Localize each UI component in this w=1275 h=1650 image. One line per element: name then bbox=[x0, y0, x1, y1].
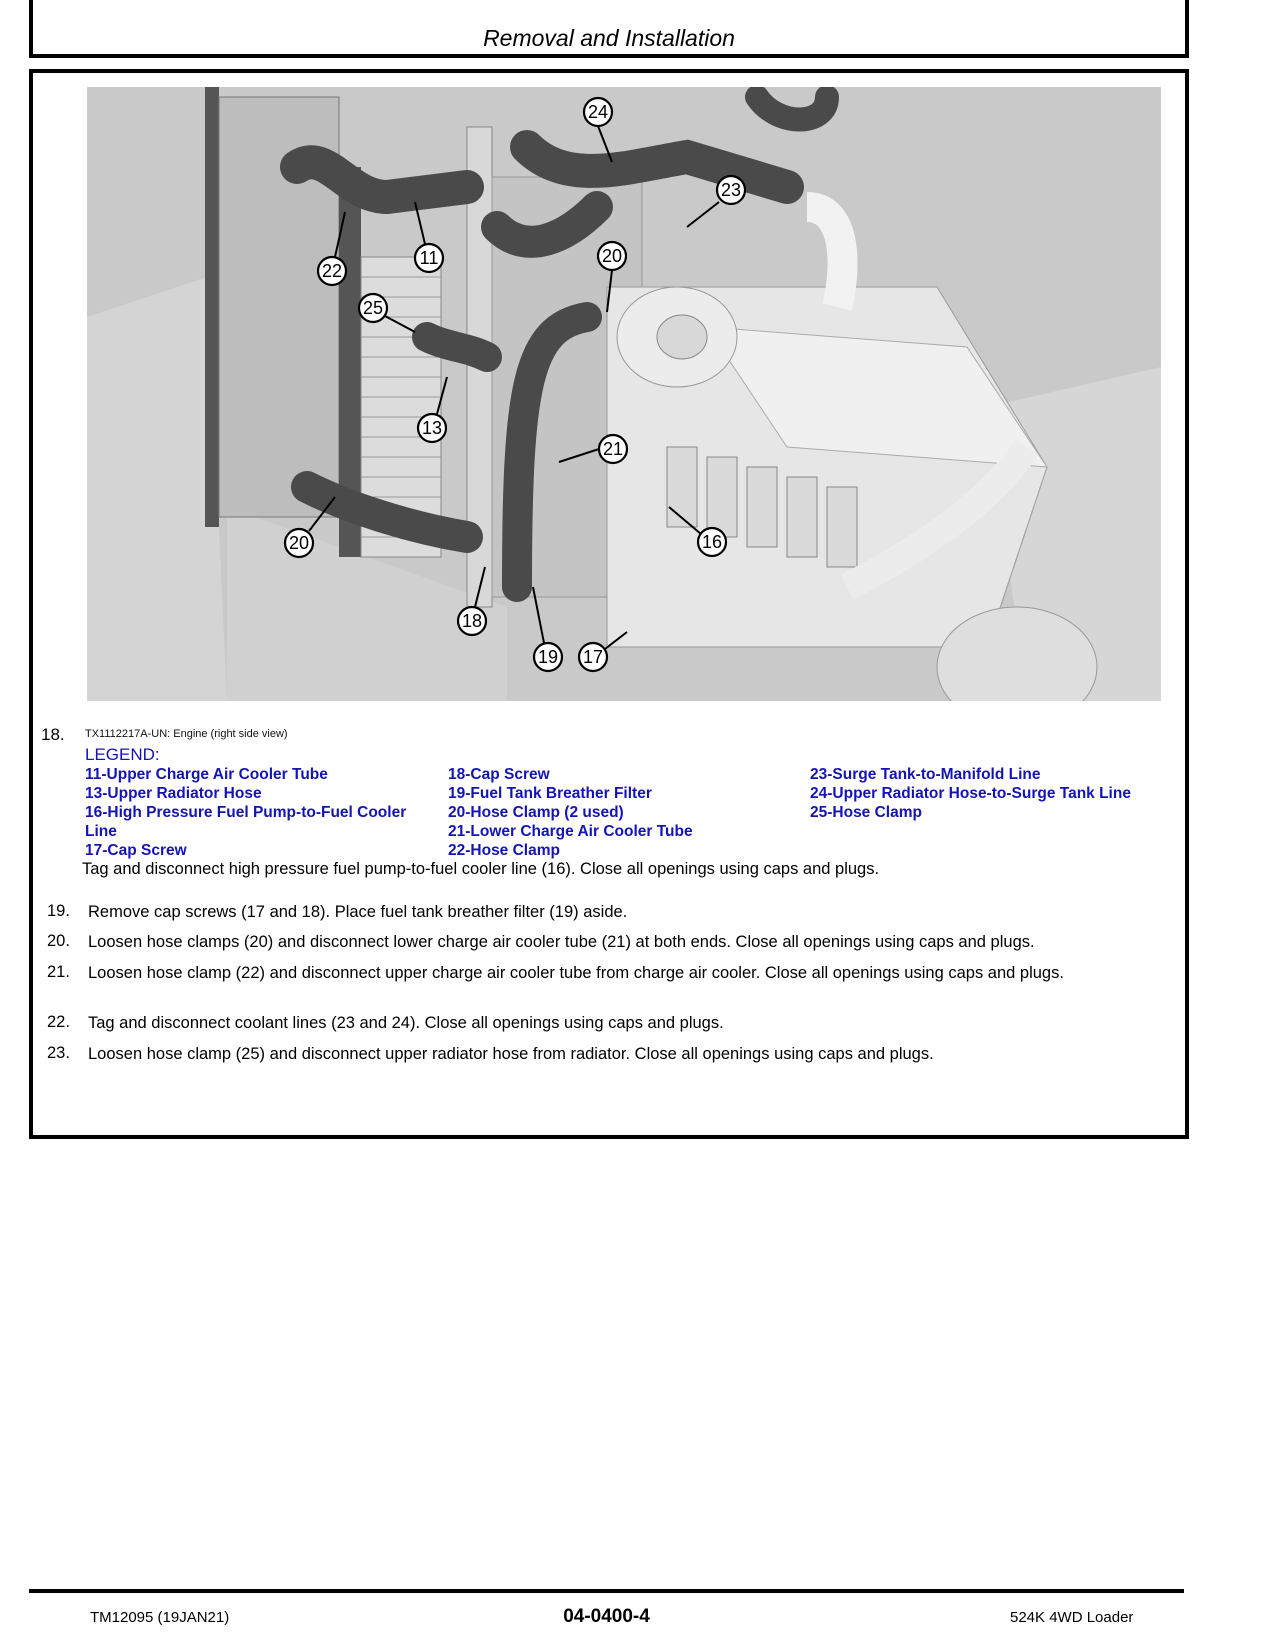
step-22-text: Tag and disconnect coolant lines (23 and 24). Close all openings using caps and plugs. bbox=[88, 1014, 724, 1032]
svg-text:11: 11 bbox=[419, 248, 439, 268]
legend-item: 21-Lower Charge Air Cooler Tube bbox=[448, 823, 693, 840]
step-number-20: 20. bbox=[47, 932, 70, 950]
svg-text:23: 23 bbox=[720, 180, 742, 200]
engine-illustration bbox=[87, 87, 1161, 701]
callout-16 bbox=[698, 528, 726, 556]
legend-item: 19-Fuel Tank Breather Filter bbox=[448, 785, 652, 802]
figure-caption: TX1112217A-UN: Engine (right side view) bbox=[85, 728, 288, 740]
procedure-box bbox=[29, 69, 1189, 1139]
callout-23 bbox=[717, 176, 745, 204]
callout-25 bbox=[359, 294, 387, 322]
callout-21 bbox=[599, 435, 627, 463]
legend-column-2 bbox=[448, 765, 693, 860]
footer-page-number: 04-0400-4 bbox=[563, 1606, 650, 1627]
step-number-19: 19. bbox=[47, 902, 70, 920]
svg-text:20: 20 bbox=[288, 533, 310, 553]
callout-24 bbox=[584, 98, 612, 126]
step-18-text: Tag and disconnect high pressure fuel pump-to-fuel cooler line (16). Close all openings using caps and plugs. bbox=[82, 860, 880, 878]
svg-text:20: 20 bbox=[601, 246, 623, 266]
engine-drawing bbox=[87, 87, 1161, 701]
footer-manual-id: TM12095 (19JAN21) bbox=[90, 1609, 230, 1626]
legend-item: 11-Upper Charge Air Cooler Tube bbox=[85, 766, 328, 783]
legend-title: LEGEND: bbox=[85, 745, 160, 764]
step-21-text: Loosen hose clamp (22) and disconnect upper charge air cooler tube from charge air cooler. Close all openings using caps and plugs. bbox=[88, 964, 1064, 982]
step-number-22: 22. bbox=[47, 1013, 70, 1031]
callout-13 bbox=[418, 414, 446, 442]
svg-text:22: 22 bbox=[321, 261, 343, 281]
step-23-text: Loosen hose clamp (25) and disconnect upper radiator hose from radiator. Close all openings using caps and plugs. bbox=[88, 1045, 934, 1063]
legend-item: 23-Surge Tank-to-Manifold Line bbox=[810, 766, 1041, 783]
step-number-18: 18. bbox=[41, 725, 65, 744]
step-number-23: 23. bbox=[47, 1044, 70, 1062]
svg-text:25: 25 bbox=[362, 298, 384, 318]
svg-text:13: 13 bbox=[421, 418, 443, 438]
footer-model: 524K 4WD Loader bbox=[1010, 1609, 1134, 1626]
step-20-text: Loosen hose clamps (20) and disconnect lower charge air cooler tube (21) at both ends. Close all openings using caps and plugs. bbox=[88, 933, 1035, 951]
svg-text:19: 19 bbox=[537, 647, 559, 667]
legend-item: 17-Cap Screw bbox=[85, 842, 187, 859]
section-title: Removal and Installation bbox=[483, 25, 735, 51]
svg-text:24: 24 bbox=[587, 102, 609, 122]
step-19-text: Remove cap screws (17 and 18). Place fuel tank breather filter (19) aside. bbox=[88, 903, 628, 921]
legend-column-3 bbox=[810, 765, 1131, 822]
legend-item: 13-Upper Radiator Hose bbox=[85, 785, 262, 802]
legend-item: Line bbox=[85, 823, 117, 840]
callout-22 bbox=[318, 257, 346, 285]
page-header bbox=[29, 0, 1189, 58]
callout-11 bbox=[415, 244, 443, 272]
legend-item: 24-Upper Radiator Hose-to-Surge Tank Line bbox=[810, 785, 1131, 802]
svg-text:16: 16 bbox=[701, 532, 723, 552]
svg-text:17: 17 bbox=[582, 647, 604, 667]
callout-19 bbox=[534, 643, 562, 671]
step-number-21: 21. bbox=[47, 963, 70, 981]
legend-item: 22-Hose Clamp bbox=[448, 842, 560, 859]
callout-20-lower bbox=[285, 529, 313, 557]
legend-item: 25-Hose Clamp bbox=[810, 804, 922, 821]
legend-item: 20-Hose Clamp (2 used) bbox=[448, 804, 624, 821]
callout-18 bbox=[458, 607, 486, 635]
callout-17 bbox=[579, 643, 607, 671]
callout-20-upper bbox=[598, 242, 626, 270]
footer-divider bbox=[29, 1589, 1184, 1593]
svg-text:18: 18 bbox=[461, 611, 483, 631]
legend-item: 18-Cap Screw bbox=[448, 766, 550, 783]
legend-item: 16-High Pressure Fuel Pump-to-Fuel Cooler bbox=[85, 804, 407, 821]
legend-column-1 bbox=[85, 765, 406, 860]
svg-text:21: 21 bbox=[602, 439, 624, 459]
